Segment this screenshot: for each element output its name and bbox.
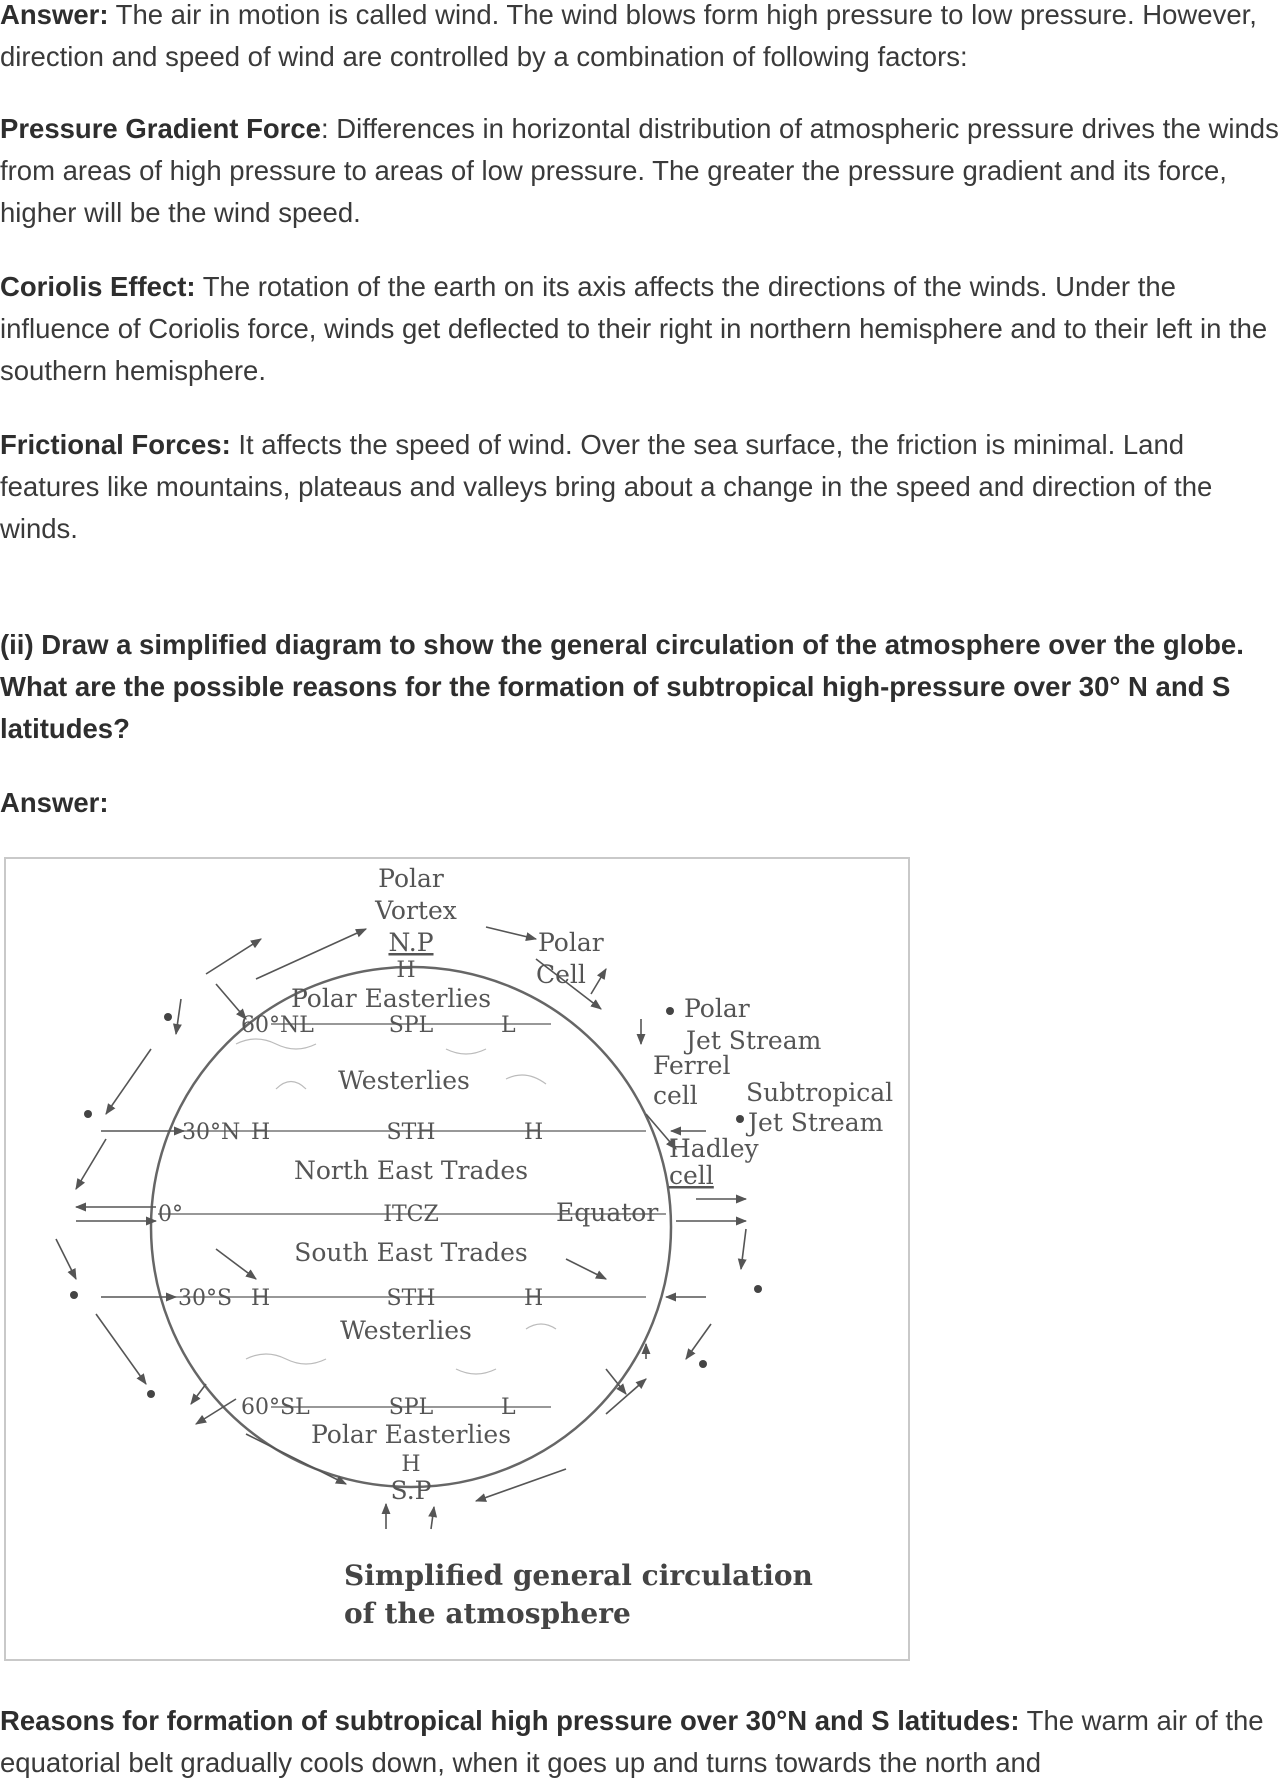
polar-easterlies-north: Polar Easterlies [290,984,492,1013]
subtropical-jet-label: Jet Stream [748,1108,884,1137]
factor-text: Differences in horizontal distribution of atmospheric pressure drives the winds from areas of high pressure to areas of low pressure. The greater the pressure gradient and its force, higher will be the wind speed. [0,113,1279,228]
dot [164,1013,172,1021]
dot [70,1291,78,1299]
factor-text: It affects the speed of wind. Over the sea surface, the friction is minimal. Land features like mountains, plateaus and valleys bring about a change in the speed and direction of the winds. [0,429,1213,544]
arrow [191,1384,206,1404]
spl-south: SPL [388,1395,434,1420]
dot [147,1390,155,1398]
diagram-caption: of the atmosphere [344,1597,631,1630]
reasons-title: Reasons for formation of subtropical high pressure over 30°N and S latitudes: [0,1705,1020,1736]
arrow [216,1249,256,1279]
polar-jet-label: Jet Stream [686,1026,822,1055]
north-east-trades: North East Trades [293,1156,529,1185]
latitude-30s-label: 30°S [178,1286,233,1311]
circulation-diagram [4,857,910,1661]
squiggle [506,1075,546,1084]
itcz-label: ITCZ [383,1202,439,1227]
squiggle [456,1369,496,1374]
south-pole-label: S.P [390,1476,432,1505]
hadley-cell-label: cell [669,1161,714,1190]
westerlies-north: Westerlies [338,1066,470,1095]
polar-cell-label: Cell [536,960,586,989]
factor-pressure-gradient [0,108,1286,234]
equator-zero-label: 0° [158,1202,183,1227]
factor-text: The rotation of the earth on its axis affects the directions of the winds. Under the influence of Coriolis force, winds get deflected to their right in northern hemisphere and to their left in the southern hemisphere. [0,271,1268,386]
polar-cell-label: Polar [538,928,604,957]
factor-sep: : [320,113,329,144]
squiggle [246,1354,326,1364]
arrow [106,1049,151,1114]
westerlies-south: Westerlies [340,1316,472,1345]
intro-paragraph [0,0,1286,78]
diagram-labels [158,864,893,1505]
arrow [566,1259,606,1279]
arrow [606,1369,626,1394]
squiggle [446,1049,486,1054]
polar-vortex-label: Vortex [375,896,457,925]
arrow [591,969,606,994]
arrow [431,1507,434,1529]
intro-lead: Answer: [0,0,109,30]
factor-frictional [0,424,1286,550]
high-30n-right: H [524,1120,544,1145]
south-pole-high: H [401,1452,421,1477]
factor-coriolis [0,266,1286,392]
dot [699,1360,707,1368]
subtropical-jet-label: Subtropical [746,1078,894,1107]
polar-vortex-label: Polar [378,864,444,893]
north-pole-label: N.P [388,928,434,957]
arrow [96,1314,146,1384]
arrow [196,1399,236,1424]
equator-label: Equator [556,1198,659,1227]
high-30s-left: H [251,1286,271,1311]
factor-title: Coriolis Effect: [0,271,196,302]
squiggle [236,1039,316,1049]
arrow [176,999,181,1034]
polar-easterlies-south: Polar Easterlies [310,1420,512,1449]
sth-south: STH [386,1286,436,1311]
south-east-trades: South East Trades [294,1238,528,1267]
latitude-60s-label: 60°SL [241,1395,310,1420]
answer-label: Answer: [0,787,109,818]
dot [84,1110,92,1118]
reasons-paragraph [0,1700,1286,1784]
question-heading: (ii) Draw a simplified diagram to show the general circulation of the atmosphere over the globe. What are the possible reasons for the formation of subtropical high-pressure over 30° N and S latitudes? [0,629,1244,744]
ferrel-cell-label: cell [653,1081,698,1110]
factor-title: Frictional Forces: [0,429,231,460]
arrow [206,939,261,974]
latitude-60n-label: 60°NL [241,1013,314,1038]
intro-text: The air in motion is called wind. The wind blows form high pressure to low pressure. However, direction and speed of wind are controlled by a combination of following factors: [0,0,1257,72]
squiggle [526,1324,556,1329]
dot [736,1115,744,1123]
arrow [686,1324,711,1359]
arrow [606,1379,646,1414]
dot [754,1285,762,1293]
diagram-svg [6,859,912,1663]
factor-title: Pressure Gradient Force [0,113,321,144]
low-south: L [501,1395,516,1420]
north-pole-high: H [396,958,416,983]
hadley-cell-label: Hadley [669,1134,759,1163]
latitude-30n-label: 30°N [182,1120,241,1145]
high-30n-left: H [251,1120,271,1145]
arrow [256,929,366,979]
sth-north: STH [386,1120,436,1145]
squiggle [276,1082,306,1090]
reasons-text: The warm air of the equatorial belt gradually cools down, when it goes up and turns towards the north and [0,1705,1264,1778]
polar-jet-label: Polar [684,994,750,1023]
arrow [741,1229,746,1269]
arrow [486,927,536,939]
ferrel-cell-label: Ferrel [653,1051,731,1080]
dot [666,1007,674,1015]
spl-north: SPL [388,1013,434,1038]
diagram-caption: Simplified general circulation [344,1559,813,1592]
low-north: L [501,1013,516,1038]
arrow [76,1139,106,1189]
high-30s-right: H [524,1286,544,1311]
arrow [56,1239,76,1279]
